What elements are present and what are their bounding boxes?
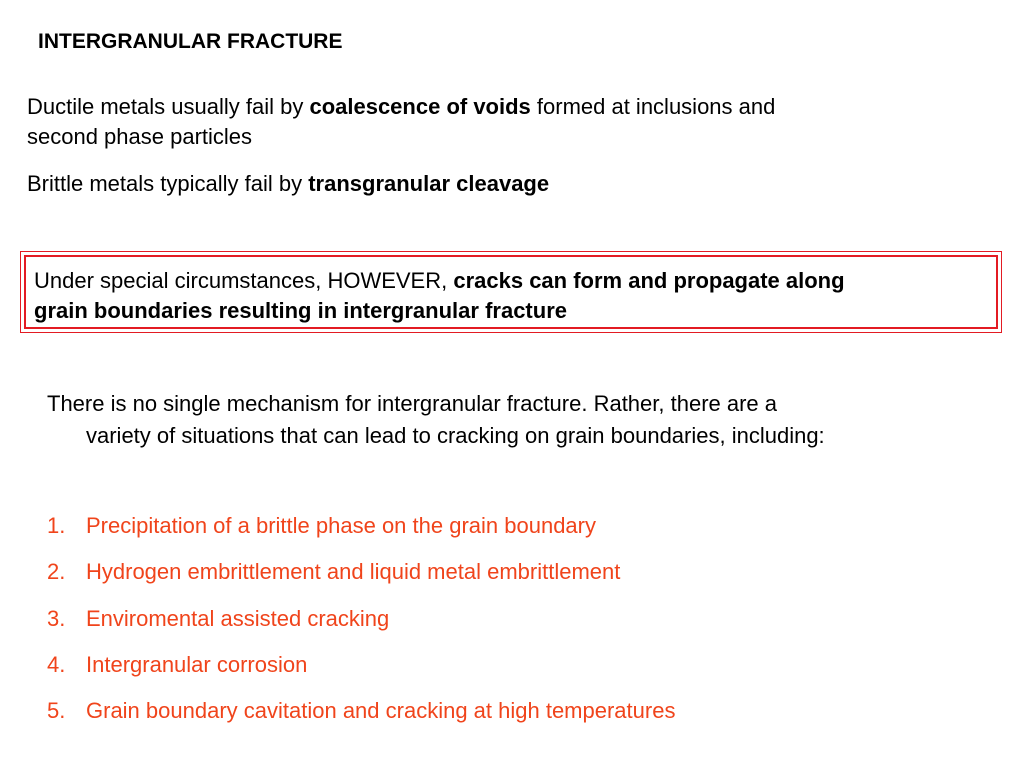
list-item-text: Intergranular corrosion [86,651,308,677]
mechanism-line2: variety of situations that can lead to cracking on grain boundaries, including: [86,423,825,448]
ductile-text-line2: second phase particles [27,124,253,149]
list-item [47,556,675,588]
list-item [47,603,675,635]
list-item-number: 1. [47,513,66,538]
callout-highlight-line1: cracks can form and propagate along [453,268,845,293]
list-item-number: 4. [47,651,66,677]
list-item-number: 5. [47,698,66,724]
list-item [47,649,675,681]
intro-text [27,92,957,199]
list-item-number: 2. [47,559,66,585]
list-item-text: Hydrogen embrittlement and liquid metal embrittlement [86,559,621,585]
ductile-paragraph [27,92,957,152]
list-item-text: Precipitation of a brittle phase on the grain boundary [86,513,596,538]
list-item-text: Grain boundary cavitation and cracking at high temperatures [86,698,676,724]
list-item-number: 3. [47,605,66,631]
mechanism-paragraph [47,388,967,452]
ductile-text-end: formed at inclusions and [530,94,776,119]
brittle-paragraph [27,169,957,199]
ductile-highlight: coalescence of voids [309,94,531,119]
list-item [47,695,675,727]
callout-inner [24,255,998,329]
slide-title: INTERGRANULAR FRACTURE [38,30,343,53]
list-item-text: Enviromental assisted cracking [86,605,390,631]
callout-text-start: Under special circumstances, HOWEVER, [34,268,454,293]
brittle-text-start: Brittle metals typically fail by [27,171,309,196]
mechanism-line1: There is no single mechanism for intergranular fracture. Rather, there are a [47,391,778,416]
list-item [47,510,675,542]
causes-list [47,510,675,741]
callout-box [20,251,1002,333]
callout-highlight-line2: grain boundaries resulting in intergranular fracture [34,298,567,323]
brittle-highlight: transgranular cleavage [308,171,550,196]
ductile-text-start: Ductile metals usually fail by [27,94,310,119]
